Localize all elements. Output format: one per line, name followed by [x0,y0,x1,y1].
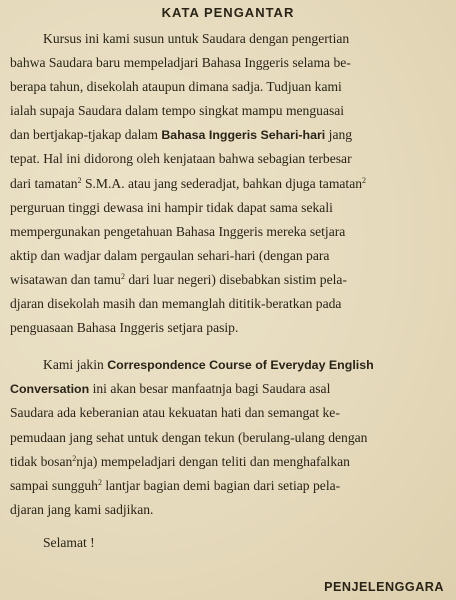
text-line [10,172,446,196]
text-run: lantjar bagian demi bagian dari setiap pela- [101,477,341,493]
text-line: djaran disekolah masih dan memanglah dititik-beratkan pada [10,296,342,312]
text-line: pemudaan jang sehat untuk dengan tekun (berulang-ulang dengan [10,429,368,445]
text-line: tepat. Hal ini didorong oleh kenjataan bahwa sebagian terbesar [10,151,352,167]
text-line [10,123,446,147]
signature: PENJELENGGARA [324,580,444,594]
text-line [10,377,446,401]
text-run: jang [325,127,353,143]
text-line: aktip dan wadjar dalam pergaulan sehari-hari (dengan para [10,247,330,263]
superscript: 2 [362,175,367,185]
text-line: djaran jang kami sadjikan. [10,501,154,517]
text-line: ialah supaja Saudara dalam tempo singkat mampu menguasai [10,103,345,119]
superscript: 2 [72,453,77,463]
superscript: 2 [77,175,82,185]
text-run: wisatawan dan tamu [10,271,121,287]
text-run: sampai sungguh [10,477,98,493]
text-run: dari luar negeri) disebabkan sistim pela- [124,271,347,287]
text-line [10,450,446,474]
text-run: dari tamatan [10,175,78,191]
paragraph-2 [10,353,446,522]
text-line: bahwa Saudara baru mempeladjari Bahasa Inggeris selama be- [10,55,351,71]
bold-phrase: Bahasa Inggeris Sehari-hari [161,128,326,143]
text-line: mempergunakan pengetahuan Bahasa Inggeris mereka setjara [10,223,346,239]
text-line: penguasaan Bahasa Inggeris setjara pasip. [10,320,239,336]
paragraph-gap [10,340,446,353]
bold-phrase: Conversation [10,382,90,397]
superscript: 2 [97,477,102,487]
text-line [10,268,446,292]
text-run: dan bertjakap-tjakap dalam [10,127,162,143]
superscript: 2 [120,271,125,281]
text-run: nja) mempeladjari dengan teliti dan menghafalkan [76,453,350,469]
text-run: S.M.A. atau jang sederadjat, bahkan djuga tamatan [81,175,363,191]
greeting: Selamat ! [43,534,95,550]
text-line: perguruan tinggi dewasa ini hampir tidak dapat sama sekali [10,199,333,215]
text-run: tidak bosan [10,453,73,469]
bold-phrase: Correspondence Course of Everyday English [107,358,374,373]
text-run: Kami jakin [43,357,108,373]
page-title: KATA PENGANTAR [161,5,295,20]
text-line: Saudara ada keberanian atau kekuatan hati dan semangat ke- [10,405,340,421]
text-line [10,353,446,377]
text-run: ini akan besar manfaatnja bagi Saudara asal [89,381,331,397]
text-line [10,474,446,498]
text-line: berapa tahun, disekolah ataupun dimana sadja. Tudjuan kami [10,79,342,95]
paragraph-1 [10,27,446,340]
text-line: Kursus ini kami susun untuk Saudara dengan pengertian [43,31,350,46]
